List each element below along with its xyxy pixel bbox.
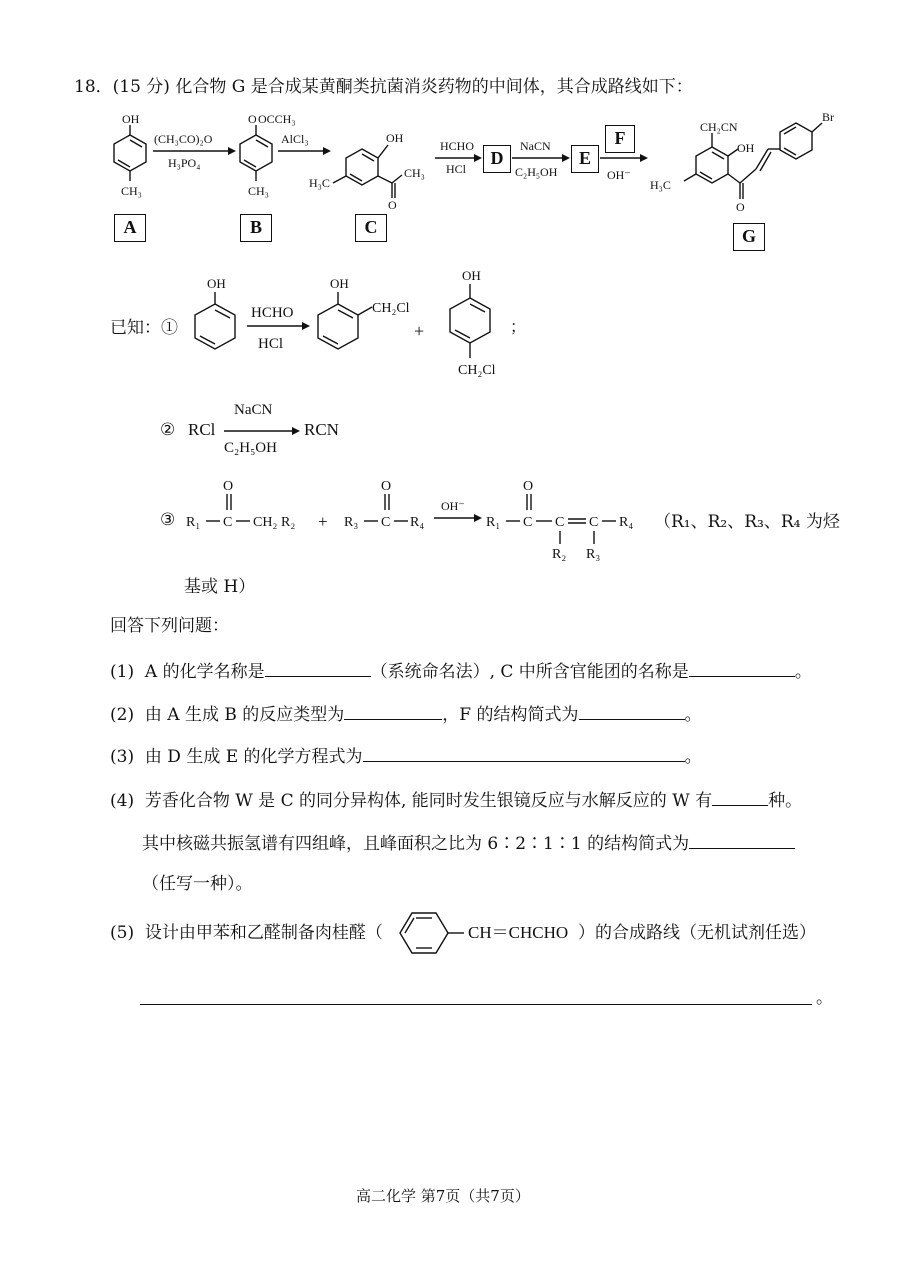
q4-text-a: 芳香化合物 W 是 C 的同分异构体, 能同时发生银镜反应与水解反应的 W 有	[144, 791, 713, 811]
b-o-label: O	[248, 112, 257, 126]
known-2-product: RCN	[304, 420, 339, 439]
q1-number: (1)	[110, 662, 135, 682]
known-2-number: ②	[160, 420, 176, 440]
label-b: B	[240, 214, 272, 242]
k3-ch2: CH₂	[253, 515, 278, 530]
sub-question-1	[110, 659, 812, 682]
g-o-label: O	[736, 200, 745, 214]
known-2-reagent: NaCN	[234, 402, 273, 418]
label-c: C	[355, 214, 387, 242]
q4-text-b: 种。	[768, 791, 803, 811]
step1-reagent: (CH₃CO)₂O	[154, 132, 213, 146]
q4-line-3: （任写一种）。	[142, 874, 253, 894]
c-oh-label: OH	[386, 131, 404, 145]
q1-answer-blank-1[interactable]	[265, 659, 371, 677]
label-d: D	[483, 145, 511, 173]
g-h3c-label: H₃C	[650, 178, 671, 192]
q2-answer-blank-1[interactable]	[344, 702, 442, 720]
q1-text-a: A 的化学名称是	[144, 662, 265, 682]
k1-product-ch2cl: CH₂Cl	[372, 301, 410, 316]
step3-acid: HCl	[446, 162, 467, 176]
page-footer: 高二化学 第7页（共7页）	[356, 1187, 530, 1205]
known-3-note-cont: 基或 H）	[184, 577, 256, 597]
sub-question-3	[110, 744, 702, 767]
k3-p-c2: C	[555, 515, 565, 530]
sub-question-5	[110, 923, 383, 943]
q4-number: (4)	[110, 791, 135, 811]
step3-reagent: HCHO	[440, 139, 475, 153]
c-h3c-label: H₃C	[309, 176, 330, 190]
g-oh-label: OH	[737, 141, 755, 155]
sub-question-2	[110, 702, 702, 725]
q5-text-a: 设计由甲苯和乙醛制备肉桂醛（	[144, 923, 383, 943]
k1-product2-ch2cl: CH₂Cl	[458, 363, 496, 378]
q1-text-b: （系统命名法）, C 中所含官能团的名称是	[370, 662, 689, 682]
k3-c1: C	[223, 515, 233, 530]
q4-line-2	[142, 831, 795, 854]
k3-c2: C	[381, 515, 391, 530]
q3-end: 。	[684, 747, 702, 767]
k3-p-r2: R₂	[552, 547, 567, 562]
k1-plus: +	[414, 321, 425, 341]
answer-prompt: 回答下列问题：	[110, 616, 229, 636]
g-ch2cn-label: CH₂CN	[700, 120, 738, 134]
label-f: F	[605, 125, 635, 153]
q2-text-b: ，F 的结构简式为	[442, 705, 579, 725]
sub-question-4	[110, 788, 802, 811]
label-g: G	[733, 223, 765, 251]
structure-b	[240, 112, 296, 198]
step1-catalyst: H₃PO₄	[168, 156, 201, 170]
g-br-label: Br	[822, 110, 834, 124]
known-3-number: ③	[160, 510, 176, 530]
step4-reagent: NaCN	[520, 139, 551, 153]
q5-answer-blank[interactable]	[140, 987, 812, 1005]
k3-r3: R₃	[344, 515, 359, 530]
q4-answer-blank-1[interactable]	[712, 788, 768, 806]
k3-plus: +	[318, 512, 328, 531]
structure-g	[650, 110, 834, 214]
question-number: 18．	[74, 77, 113, 97]
step2-reagent: AlCl₃	[281, 132, 309, 146]
step4-solvent: C₂H₅OH	[515, 165, 558, 179]
k3-o1: O	[223, 479, 234, 494]
q3-text-a: 由 D 生成 E 的化学方程式为	[144, 747, 363, 767]
q3-number: (3)	[110, 747, 135, 767]
k1-product2-oh: OH	[462, 268, 481, 283]
q4-text-line2: 其中核磁共振氢谱有四组峰，且峰面积之比为 6∶2∶1∶1 的结构简式为	[142, 834, 690, 854]
k3-p-r4: R₄	[619, 515, 634, 530]
k1-acid: HCl	[258, 336, 284, 352]
known-reaction-1	[0, 262, 900, 382]
q1-answer-blank-2[interactable]	[689, 659, 795, 677]
k3-r2: R₂	[281, 515, 296, 530]
q5-number: (5)	[110, 923, 135, 943]
k3-p-r3: R₃	[586, 547, 601, 562]
a-oh-label: OH	[122, 112, 140, 126]
k3-o2: O	[381, 479, 392, 494]
q3-answer-blank[interactable]	[363, 744, 685, 762]
a-ch3-label: CH₃	[121, 184, 142, 198]
structure-c	[309, 131, 425, 212]
q2-text-a: 由 A 生成 B 的反应类型为	[144, 705, 345, 725]
step5-base: OH⁻	[607, 168, 631, 182]
b-ch3-label: CH₃	[248, 184, 269, 198]
q5-side-chain: CH＝CHCHO	[468, 923, 569, 942]
k3-r1: R₁	[186, 515, 201, 530]
k3-p-c1: C	[523, 515, 533, 530]
label-e: E	[571, 145, 599, 173]
known-label: 已知：①	[110, 318, 178, 338]
known-2-arrow	[0, 421, 900, 441]
b-occh3-label: OCCH₃	[258, 112, 296, 126]
structure-a	[114, 112, 146, 198]
c-o-label: O	[388, 198, 397, 212]
k3-p-c3: C	[589, 515, 599, 530]
k1-product-oh: OH	[330, 276, 349, 291]
q5-end: 。	[816, 988, 833, 1008]
q1-end: 。	[794, 662, 812, 682]
question-stem	[74, 77, 693, 97]
k1-semicolon: ；	[510, 319, 527, 336]
k1-reagent: HCHO	[251, 305, 294, 321]
k3-p-r1: R₁	[486, 515, 501, 530]
c-ch3-label: CH₃	[404, 166, 425, 180]
label-a: A	[114, 214, 146, 242]
q5-text-b: ）的合成路线（无机试剂任选）	[578, 923, 816, 943]
known-2-reactant: RCl	[188, 420, 216, 439]
k1-oh: OH	[207, 276, 226, 291]
q2-answer-blank-2[interactable]	[579, 702, 685, 720]
k3-condition: OH⁻	[441, 499, 465, 513]
known-3-note: （R₁、R₂、R₃、R₄ 为烃	[654, 512, 840, 532]
question-text: 化合物 G 是合成某黄酮类抗菌消炎药物的中间体，其合成路线如下：	[175, 77, 693, 97]
k3-r4: R₄	[410, 515, 425, 530]
k3-p-o: O	[523, 479, 534, 494]
question-score: (15 分)	[112, 77, 170, 97]
q2-number: (2)	[110, 705, 135, 725]
q2-end: 。	[684, 705, 702, 725]
q4-answer-blank-2[interactable]	[689, 831, 795, 849]
known-2-solvent: C₂H₅OH	[224, 440, 277, 456]
